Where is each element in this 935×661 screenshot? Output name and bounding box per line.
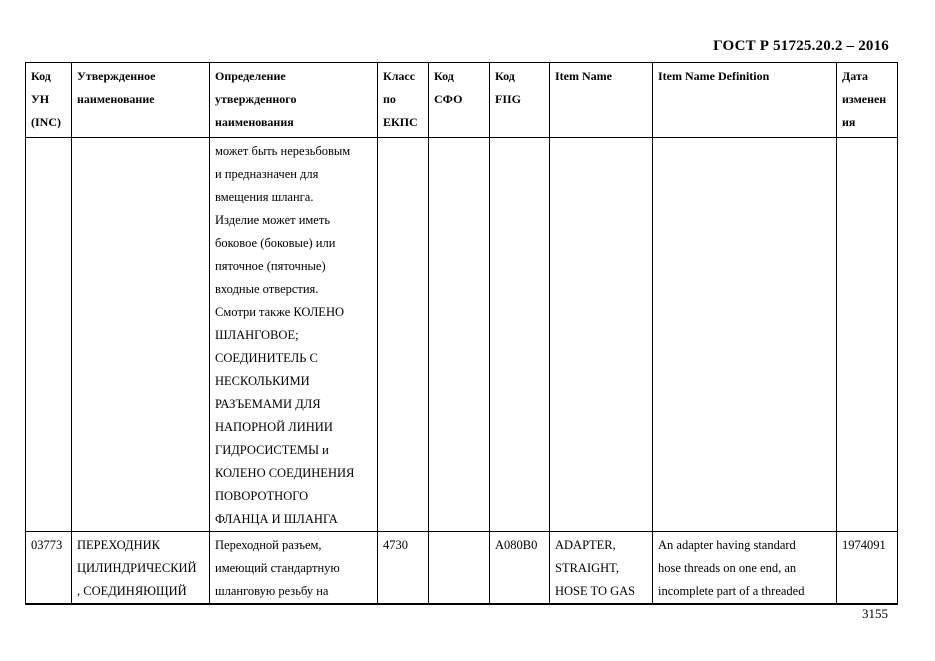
col-header-inc: Код УН (INC) [26, 63, 72, 138]
cell-item-name-definition: An adapter having standard hose threads on one end, an incomplete part of a threaded [653, 532, 837, 605]
col-header-item-name-definition: Item Name Definition [653, 63, 837, 138]
cell-definition: может быть нерезьбовым и предназначен для вмещения шланга. Изделие может иметь боковое (боковые) или пяточное (пяточные) входные отверстия. Смотри также КОЛЕНО ШЛАНГОВОЕ; СОЕДИНИТЕЛЬ С НЕСКОЛЬКИМИ РАЗЪЕМАМИ ДЛЯ НАПОРНОЙ ЛИНИИ ГИДРОСИСТЕМЫ и КОЛЕНО СОЕДИНЕНИЯ ПОВОРОТНОГО ФЛАНЦА И ШЛАНГА [210, 138, 378, 532]
col-header-sfo-code: Код СФО [429, 63, 490, 138]
cell-change-date: 1974091 [837, 532, 898, 605]
col-header-approved-name: Утвержденное наименование [72, 63, 210, 138]
cell-fiig-code: A080B0 [490, 532, 550, 605]
cell-inc [26, 138, 72, 532]
cell-change-date [837, 138, 898, 532]
cell-item-name [550, 138, 653, 532]
cell-item-name-definition [653, 138, 837, 532]
cell-fiig-code [490, 138, 550, 532]
col-header-change-date: Дата изменен ия [837, 63, 898, 138]
page-number: 3155 [862, 606, 888, 621]
cell-approved-name: ПЕРЕХОДНИК ЦИЛИНДРИЧЕСКИЙ , СОЕДИНЯЮЩИЙ [72, 532, 210, 605]
cell-sfo-code [429, 138, 490, 532]
col-header-item-name: Item Name [550, 63, 653, 138]
cell-definition: Переходной разъем, имеющий стандартную шланговую резьбу на [210, 532, 378, 605]
cell-sfo-code [429, 532, 490, 605]
cell-ekps-class: 4730 [378, 532, 429, 605]
cell-ekps-class [378, 138, 429, 532]
cell-inc: 03773 [26, 532, 72, 605]
cell-approved-name [72, 138, 210, 532]
col-header-definition: Определение утвержденного наименования [210, 63, 378, 138]
table-row-03773 [26, 532, 898, 605]
table-header-row [26, 63, 898, 138]
table-row-continuation [26, 138, 898, 532]
col-header-ekps-class: Класс по ЕКПС [378, 63, 429, 138]
document-designation: ГОСТ Р 51725.20.2 – 2016 [713, 38, 889, 54]
col-header-fiig-code: Код FIIG [490, 63, 550, 138]
classification-table [25, 62, 898, 605]
cell-item-name: ADAPTER, STRAIGHT, HOSE TO GAS [550, 532, 653, 605]
